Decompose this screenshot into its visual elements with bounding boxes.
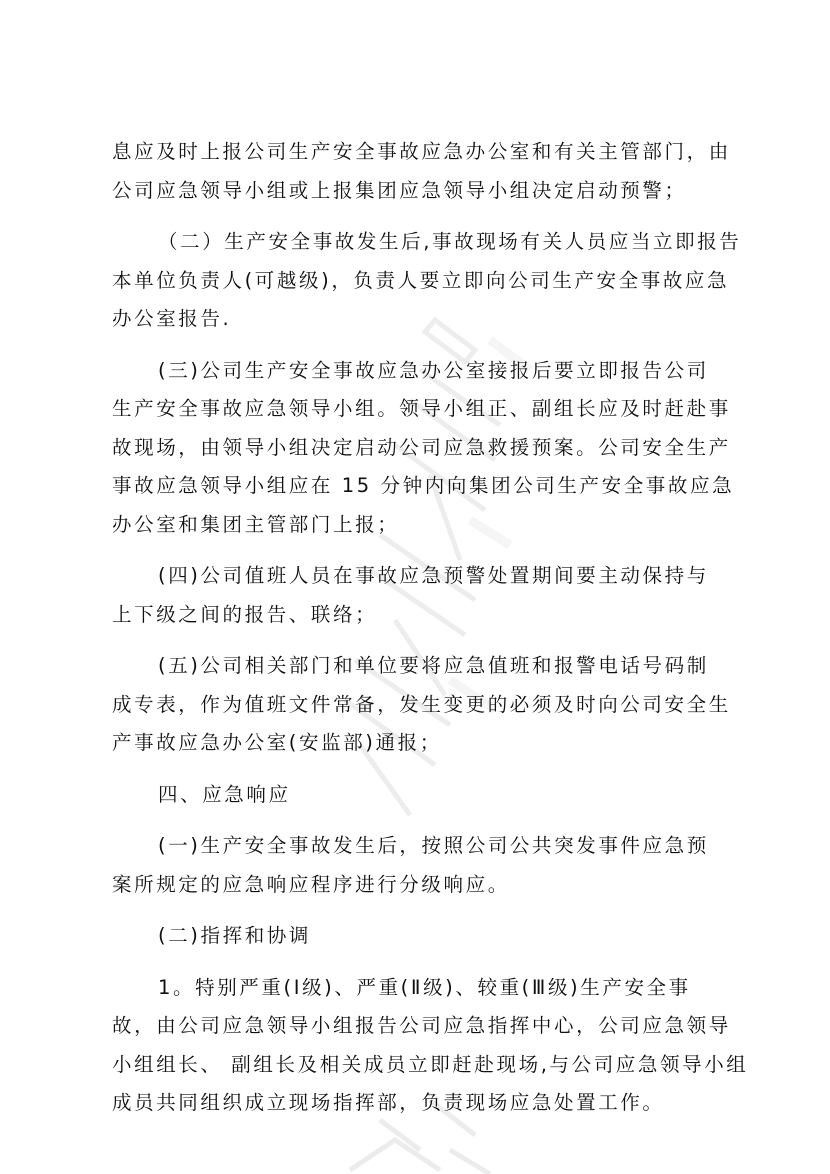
paragraph-p8 <box>112 917 752 956</box>
text-line: 上下级之间的报告、联络； <box>112 602 378 626</box>
text-line: 小组组长、 副组长及相关成员立即赶赴现场,与公司应急领导小组 <box>112 1052 749 1076</box>
paragraph-p4 <box>112 557 752 634</box>
text-line: 公司应急领导小组或上报集团应急领导小组决定启动预警； <box>112 178 687 202</box>
text-line: (三)公司生产安全事故应急办公室接报后要立即报告公司 <box>158 358 709 382</box>
paragraph-p9 <box>112 969 752 1123</box>
text-line: 成员共同组织成立现场指挥部，负责现场应急处置工作。 <box>112 1091 665 1114</box>
text-line: (四)公司值班人员在事故应急预警处置期间要主动保持与 <box>158 564 709 587</box>
paragraph-p3 <box>112 352 752 545</box>
text-line: 成专表，作为值班文件常备，发生变更的必须及时向公司安全生 <box>112 692 731 716</box>
text-line: （二）生产安全事故发生后,事故现场有关人员应当立即报告 <box>158 230 742 253</box>
subsection-heading: (二)指挥和协调 <box>158 924 312 947</box>
text-line: (一)生产安全事故发生后，按照公司公共突发事件应急预 <box>158 834 709 857</box>
text-line: 故现场，由领导小组决定启动公司应急救援预案。公司安全生产 <box>112 435 731 459</box>
text-line: 生产安全事故应急领导小组。领导小组正、副组长应及时赶赴事 <box>112 397 731 420</box>
paragraph-p2 <box>112 223 752 339</box>
text-line: 产事故应急办公室(安监部)通报； <box>112 731 442 754</box>
section-heading: 四、应急响应 <box>158 782 291 806</box>
text-line: 案所规定的应急响应程序进行分级响应。 <box>112 872 510 896</box>
text-line: 事故应急领导小组应在 15 分钟内向集团公司生产安全事故应急 <box>112 474 735 497</box>
text-line: 办公室和集团主管部门上报； <box>112 512 400 536</box>
text-line: 故，由公司应急领导小组报告公司应急指挥中心，公司应急领导 <box>112 1014 731 1037</box>
paragraph-p5 <box>112 647 752 763</box>
body-text <box>112 133 752 1123</box>
text-line: 本单位负责人(可越级)，负责人要立即向公司生产安全事故应急 <box>112 268 730 292</box>
text-line: 息应及时上报公司生产安全事故应急办公室和有关主管部门，由 <box>112 140 731 163</box>
text-line: (五)公司相关部门和单位要将应急值班和报警电话号码制 <box>158 654 709 677</box>
paragraph-p1 <box>112 133 752 210</box>
text-line: 1。特别严重(Ⅰ级)、严重(Ⅱ级)、较重(Ⅲ级)生产安全事 <box>158 975 691 999</box>
paragraph-p7 <box>112 827 752 904</box>
paragraph-p6 <box>112 776 752 815</box>
text-line: 办公室报告. <box>112 307 232 330</box>
